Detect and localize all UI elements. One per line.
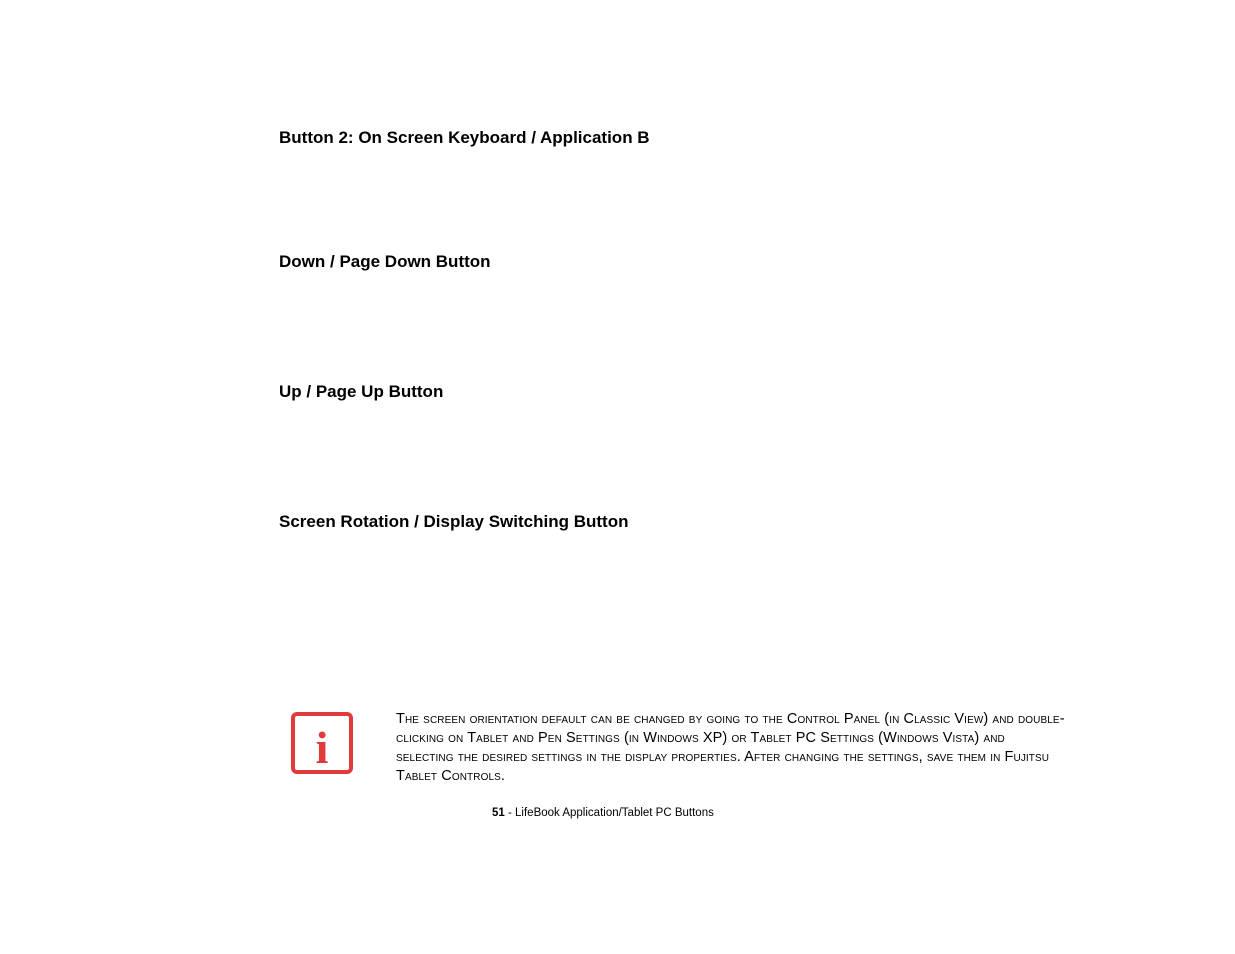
heading-up-button: Up / Page Up Button	[279, 382, 444, 401]
info-icon-glyph: i	[315, 722, 329, 773]
heading-button-2: Button 2: On Screen Keyboard / Application B	[279, 128, 650, 147]
footer-separator: -	[504, 807, 516, 819]
heading-down-button: Down / Page Down Button	[279, 252, 491, 271]
info-icon	[291, 712, 353, 774]
footer-title: LifeBook Application/Tablet PC Buttons	[515, 807, 714, 819]
heading-screen-rotation-button: Screen Rotation / Display Switching Button	[279, 512, 629, 531]
page-footer	[492, 806, 714, 820]
note-text: The screen orientation default can be changed by going to the Control Panel (in Classic View) and double-clicking on Tablet and Pen Settings (in Windows XP) or Tablet PC Settings (Windows Vista) and selecting the desired settings in the display properties. After changing the settings, save them in Fujitsu Tablet Controls.	[396, 711, 1065, 784]
page-number: 51	[492, 807, 505, 819]
